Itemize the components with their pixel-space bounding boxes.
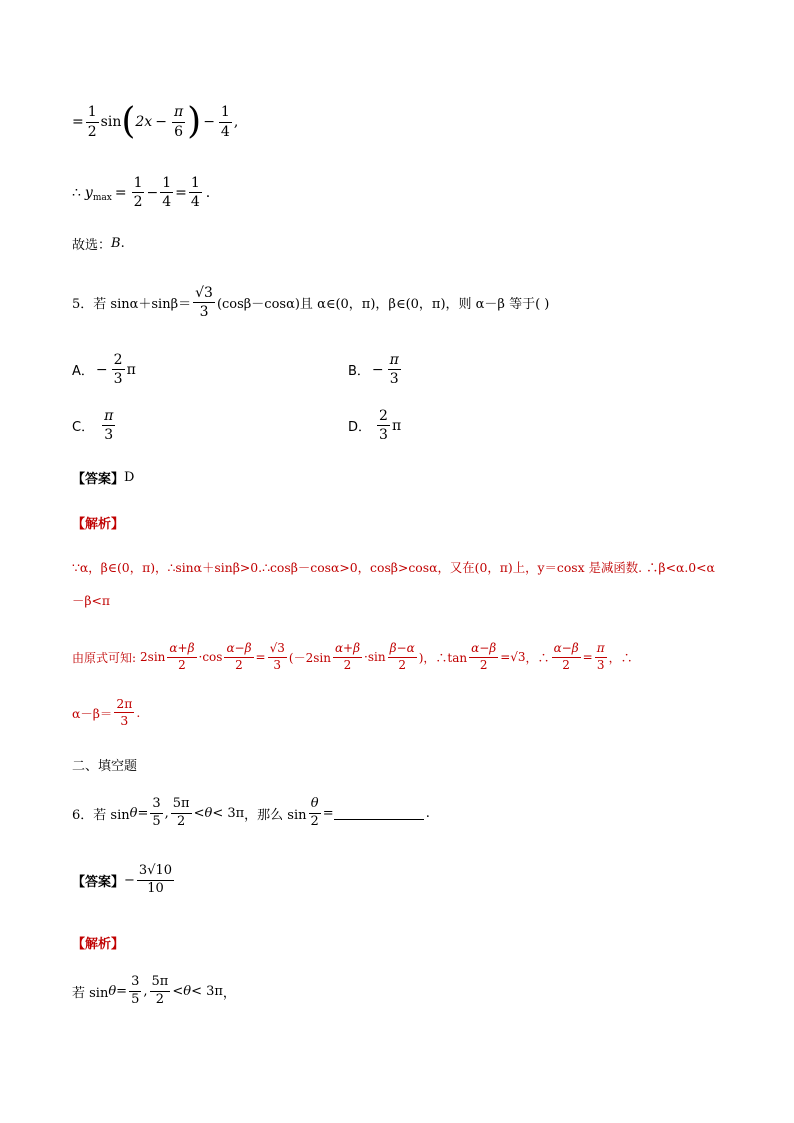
minus-sign: − xyxy=(155,114,167,130)
answer-blank[interactable] xyxy=(334,807,424,820)
minus-sign: − xyxy=(95,361,108,378)
option-a[interactable] xyxy=(72,352,136,387)
analysis-label-text: 【解析】 xyxy=(72,937,125,952)
solution-text-2: －β<π xyxy=(72,593,111,608)
minus-sign: − xyxy=(124,872,135,888)
solution-text-1: ∵α，β∈(0，π)，∴sinα＋sinβ>0.∴cosβ－cosα>0，cosβ>cosα，又在(0，π)上，y＝cosx 是减函数. ∴β<α.0<α xyxy=(72,560,715,575)
therefore-symbol: ，∴ xyxy=(608,650,633,665)
comma: ， xyxy=(222,985,236,1001)
section-title xyxy=(72,755,137,774)
answer-label: 【答案】 xyxy=(72,874,125,890)
minus-sign: − xyxy=(203,114,215,130)
fraction-alpha-minus-beta: $\frac{\alpha-\beta}{2}$ xyxy=(471,641,497,672)
answer-label: 【答案】 xyxy=(72,472,125,487)
answer-5 xyxy=(72,468,134,487)
sin-term: 2sin xyxy=(140,650,166,665)
minus-sign: − xyxy=(371,361,384,378)
option-d-label: D． xyxy=(348,420,372,436)
fraction-2pi-over-3: $\frac{2\pi}{3}$ xyxy=(116,696,133,729)
fraction-beta-minus-alpha: $\frac{\beta-\alpha}{2}$ xyxy=(389,641,415,672)
section-title-text: 二、填空题 xyxy=(72,759,138,774)
period: . xyxy=(136,705,141,721)
solution-line-3 xyxy=(72,642,633,673)
tan-term: )，∴tan xyxy=(418,650,468,665)
fraction-3-5: $\frac{3}{5}$ xyxy=(152,796,161,829)
variable-y: y xyxy=(84,184,93,201)
analysis-6-line-1 xyxy=(72,975,236,1008)
question-6-middle: ，那么 sin xyxy=(244,807,307,823)
pi-symbol: π xyxy=(391,417,402,434)
less-than: < xyxy=(193,805,205,821)
equals-sign: = xyxy=(114,184,127,201)
derivation-middle: (－2sin xyxy=(288,650,331,665)
fraction-alpha-plus-beta: $\frac{\alpha+\beta}{2}$ xyxy=(334,641,361,672)
theta: θ xyxy=(204,805,213,821)
analysis-6-label xyxy=(72,933,124,952)
derivation-lead: 由原式可知: xyxy=(72,650,137,665)
less-than: < xyxy=(172,983,184,999)
answer-value: D xyxy=(124,470,135,485)
upper-bound: < 3π xyxy=(191,983,223,999)
fraction-alpha-minus-beta: $\frac{\alpha-\beta}{2}$ xyxy=(226,641,252,672)
option-d-fraction: $\frac{2}{3}$ xyxy=(379,408,388,444)
right-paren: ) xyxy=(187,101,202,142)
sin-term: ·sin xyxy=(364,650,386,665)
equals-sign: = xyxy=(500,650,511,665)
equals-sign: = xyxy=(137,805,149,821)
answer-6 xyxy=(72,864,176,897)
choice-value: B xyxy=(111,236,121,251)
solution-line-1 xyxy=(72,558,715,576)
comma: , xyxy=(143,983,148,999)
theta: θ xyxy=(108,983,117,999)
fraction-alpha-plus-beta: $\frac{\alpha+\beta}{2}$ xyxy=(169,641,195,672)
question-6 xyxy=(72,797,430,830)
period: . xyxy=(120,236,125,251)
period: . xyxy=(205,184,211,201)
comma: , xyxy=(233,114,239,130)
option-a-fraction: $\frac{2}{3}$ xyxy=(113,352,123,388)
choice-label: 故选： xyxy=(72,238,112,253)
question-5-prefix: 5．若 sinα＋sinβ＝ xyxy=(72,297,192,313)
fraction-sqrt3-over-3: $\frac{√3}{3}$ xyxy=(269,641,285,672)
equals-sign: = xyxy=(255,650,266,665)
line-prefix: 若 sin xyxy=(72,985,109,1001)
option-b-fraction: $\frac{\pi}{3}$ xyxy=(389,352,399,388)
solution-line-2 xyxy=(72,591,110,609)
option-b-label: B． xyxy=(348,364,370,380)
fraction-3sqrt10-over-10: $\frac{3√10}{10}$ xyxy=(138,863,173,896)
comma: , xyxy=(164,805,169,821)
analysis-label-text: 【解析】 xyxy=(72,517,125,532)
equation-line-1 xyxy=(72,101,239,142)
period: . xyxy=(425,805,430,821)
equals-sign: = xyxy=(175,184,187,201)
cos-term: ·cos xyxy=(198,650,223,665)
equals-sign: = xyxy=(582,650,593,665)
therefore-symbol: ∴ xyxy=(72,184,81,201)
subscript-max: max xyxy=(92,192,112,203)
fraction-one-fourth: $\frac{1}{4}$ xyxy=(220,104,230,140)
equals-sign: = xyxy=(72,114,84,130)
term-2x: 2x xyxy=(135,114,153,130)
option-d[interactable] xyxy=(348,408,401,443)
result-lead: α－β＝ xyxy=(72,705,113,721)
therefore-symbol: ，∴ xyxy=(525,650,550,665)
fraction-one-fourth: $\frac{1}{4}$ xyxy=(162,175,172,211)
theta: θ xyxy=(183,983,192,999)
equals-sign: = xyxy=(322,805,334,821)
theta: θ xyxy=(129,805,138,821)
question-5 xyxy=(72,285,549,320)
option-c-label: C． xyxy=(72,420,95,436)
choice-line xyxy=(72,234,125,253)
minus-sign: − xyxy=(146,184,159,201)
fraction-pi-over-3: $\frac{\pi}{3}$ xyxy=(596,641,605,672)
solution-line-4 xyxy=(72,697,140,729)
fraction-one-half: $\frac{1}{2}$ xyxy=(133,175,143,211)
analysis-5-label xyxy=(72,513,124,532)
fraction-one-half: $\frac{1}{2}$ xyxy=(87,104,97,140)
fraction-sqrt3-over-3: $\frac{√3}{3}$ xyxy=(195,285,213,321)
equals-sign: = xyxy=(116,983,128,999)
left-paren: ( xyxy=(121,101,136,142)
upper-bound: < 3π xyxy=(212,805,245,821)
fraction-5pi-2: $\frac{5\pi}{2}$ xyxy=(172,796,190,829)
sin-function: sin xyxy=(100,114,122,130)
option-a-label: A． xyxy=(72,364,94,380)
fraction-theta-2: $\frac{\theta}{2}$ xyxy=(310,796,319,829)
option-b[interactable] xyxy=(348,352,403,387)
fraction-5pi-2: $\frac{5\pi}{2}$ xyxy=(151,974,169,1007)
question-5-suffix: (cosβ－cosα)且 α∈(0，π)，β∈(0，π)，则 α－β 等于( ) xyxy=(216,297,550,313)
fraction-alpha-minus-beta: $\frac{\alpha-\beta}{2}$ xyxy=(553,641,579,672)
fraction-pi-6: $\frac{\pi}{6}$ xyxy=(173,104,184,140)
option-c-fraction: $\frac{\pi}{3}$ xyxy=(104,408,114,444)
pi-symbol: π xyxy=(126,361,136,378)
equation-line-2 xyxy=(72,175,210,210)
question-6-prefix: 6．若 sin xyxy=(72,807,130,823)
fraction-3-5: $\frac{3}{5}$ xyxy=(131,974,140,1007)
fraction-one-fourth: $\frac{1}{4}$ xyxy=(190,175,200,211)
option-c[interactable] xyxy=(72,408,117,443)
sqrt-3: √3 xyxy=(510,650,526,665)
